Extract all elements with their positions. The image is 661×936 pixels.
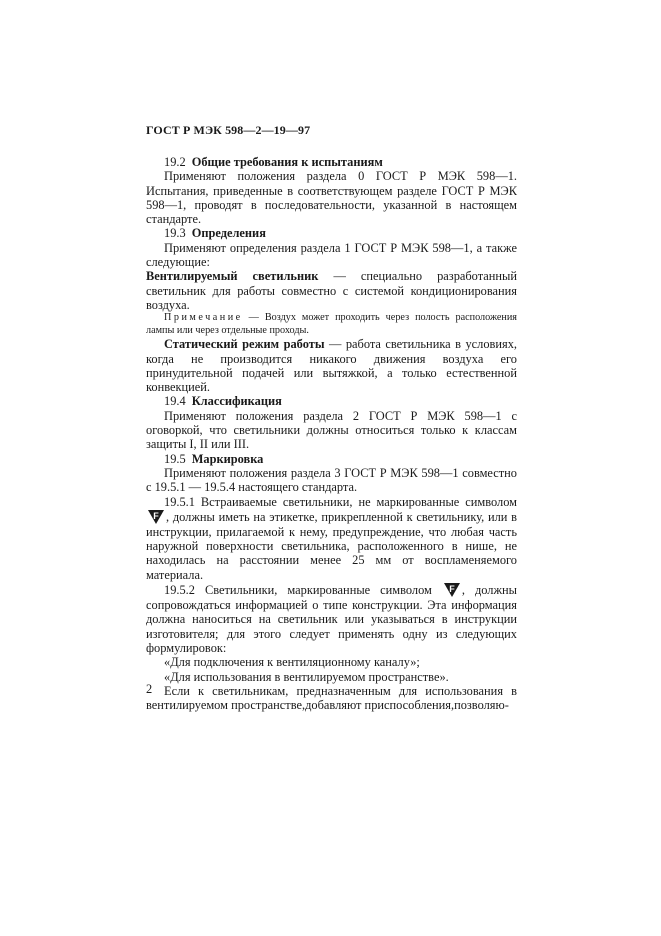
- paragraph-text: , должны сопровождаться информацией о типе конструкции. Эта информация должна наноситься на светильник или указываться в инструкции изготовителя; для этого следует применять одну из следующих формулировок:: [146, 583, 517, 655]
- paragraph-19-5: Применяют положения раздела 3 ГОСТ Р МЭК 598—1 совместно с 19.5.1 — 19.5.4 настоящего стандарта.: [146, 465, 517, 495]
- svg-text:F: F: [449, 584, 455, 595]
- section-number: 19.4: [164, 394, 186, 409]
- paragraph-19-3: Применяют определения раздела 1 ГОСТ Р МЭК 598—1, а также следующие:: [146, 240, 517, 270]
- svg-text:F: F: [153, 510, 159, 521]
- paragraph-19-4: Применяют положения раздела 2 ГОСТ Р МЭК 598—1 с оговоркой, что светильники должны относиться только к классам защиты I, II или III.: [146, 408, 517, 452]
- section-title: Определения: [191, 226, 266, 241]
- definition-term: Вентилируемый светильник: [146, 269, 319, 284]
- section-heading-19-4: [146, 394, 517, 408]
- section-heading-19-3: [146, 226, 517, 240]
- section-number: 19.2: [164, 155, 186, 169]
- paragraph-text: , должны иметь на этикетке, прикрепленной к светильнику, или в инструкции, прилагаемой к нему, предупреждение, что любая часть наружной поверхности светильника, расположенного в нише, не находилась на расстоянии менее 25 мм от воспламеняемого материала.: [146, 509, 517, 582]
- section-heading-19-5: [146, 452, 517, 466]
- note: [146, 312, 517, 337]
- definition-static-mode: [146, 337, 517, 394]
- definition-term: Статический режим работы: [164, 337, 325, 352]
- paragraph-19-2: Применяют положения раздела 0 ГОСТ Р МЭК 598—1. Испытания, приведенные в соответствующем разделе ГОСТ Р МЭК 598—1, проводят в последовательности, указанной в настоящем стандарте.: [146, 169, 517, 227]
- paragraph-text: 19.5.2 Светильники, маркированные символом: [164, 583, 442, 598]
- f-mark-symbol-icon: [147, 509, 165, 525]
- section-title: Маркировка: [191, 451, 264, 466]
- quote-ventilated-space: «Для использования в вентилируемом пространстве».: [164, 669, 449, 684]
- page-number: 2: [146, 682, 153, 696]
- section-number: 19.3: [164, 226, 186, 241]
- section-number: 19.5: [164, 451, 186, 466]
- paragraph-19-5-2: [146, 582, 517, 655]
- section-title: Классификация: [191, 394, 282, 409]
- definition-text: — специально разработанный светильник для работы совместно с системой кондиционирования воздуха.: [146, 269, 518, 312]
- document-body: [146, 155, 517, 712]
- quote-ventilation-duct: «Для подключения к вентиляционному каналу»;: [164, 655, 420, 670]
- definition-ventilated-luminaire: [146, 269, 517, 312]
- section-heading-19-2: [146, 155, 517, 169]
- paragraph-19-5-1: [146, 495, 517, 582]
- paragraph-text: 19.5.1 Встраиваемые светильники, не маркированные символом: [164, 494, 517, 509]
- paragraph-continuation: Если к светильникам, предназначенным для использования в вентилируемом пространстве,добавляют приспособления,позволяю-: [146, 683, 517, 713]
- definition-text: — работа светильника в условиях, когда не производится никакого движения воздуха его принудительной подачей или вытяжкой, а только естественной конвекцией.: [146, 337, 517, 395]
- document-header: ГОСТ Р МЭК 598—2—19—97: [146, 123, 311, 137]
- note-label: Примечание: [164, 312, 243, 324]
- f-mark-symbol-icon: [443, 582, 461, 598]
- note-text: — Воздух может проходить через полость расположения лампы или через отдельные проходы.: [146, 312, 517, 336]
- section-title: Общие требования к испытаниям: [191, 155, 383, 169]
